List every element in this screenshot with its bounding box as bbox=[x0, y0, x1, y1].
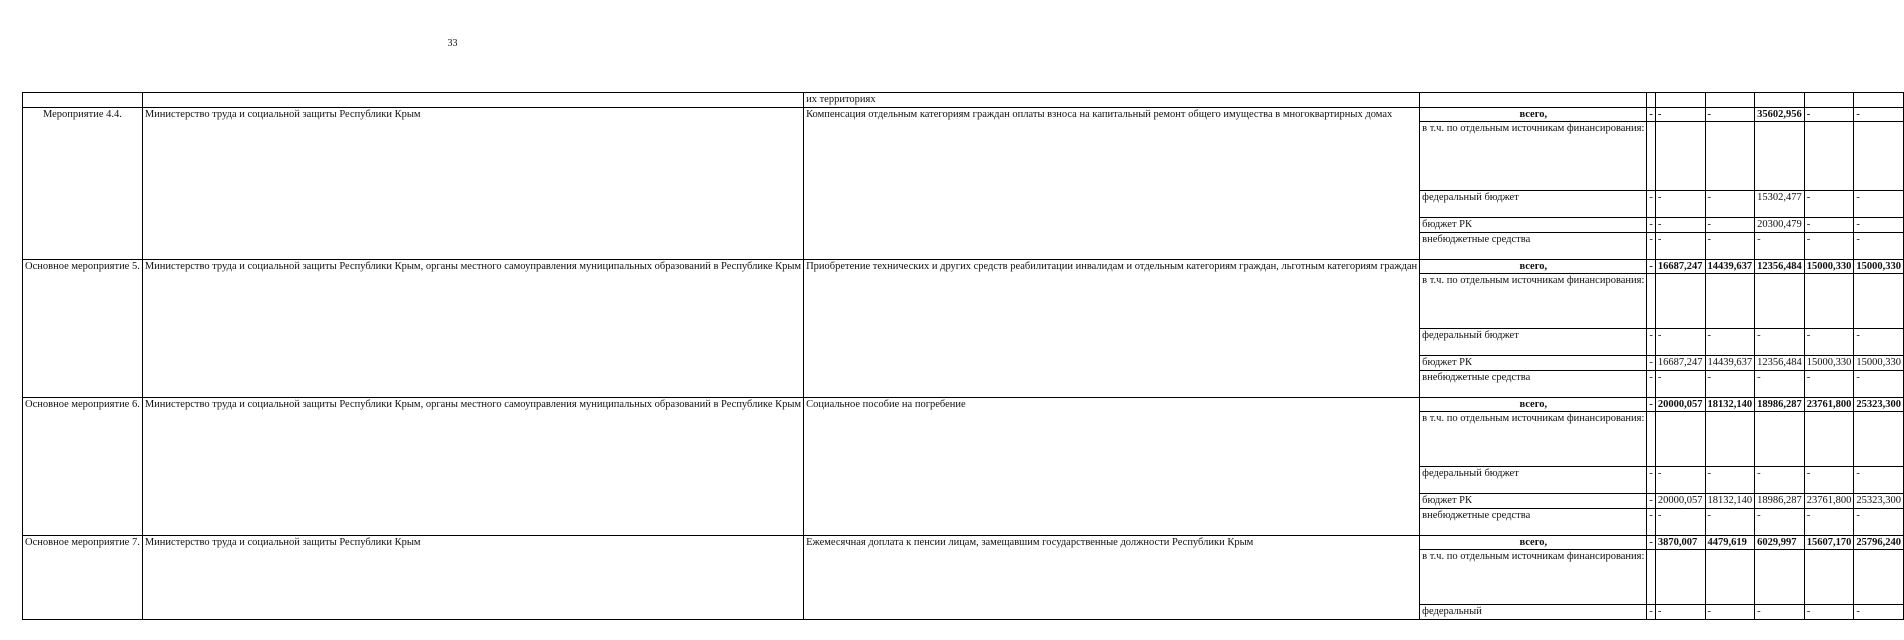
value-cell: - bbox=[1647, 535, 1656, 550]
value-cell bbox=[1705, 122, 1755, 191]
funding-source-cell: в т.ч. по отдельным источникам финансирования: bbox=[1420, 274, 1647, 329]
value-cell: - bbox=[1655, 370, 1705, 397]
value-cell: - bbox=[1804, 329, 1854, 356]
value-cell: - bbox=[1655, 191, 1705, 218]
value-cell: - bbox=[1655, 218, 1705, 233]
value-cell: 12356,484 bbox=[1755, 356, 1805, 371]
value-cell: - bbox=[1854, 107, 1904, 122]
value-cell: 15302,477 bbox=[1755, 191, 1805, 218]
value-cell bbox=[1854, 412, 1904, 467]
value-cell bbox=[1647, 274, 1656, 329]
value-cell bbox=[1647, 93, 1656, 108]
value-cell: - bbox=[1647, 259, 1656, 274]
value-cell: - bbox=[1804, 508, 1854, 535]
value-cell bbox=[1854, 550, 1904, 605]
measure-name-cell: их территориях bbox=[804, 93, 1420, 108]
value-cell: 20000,057 bbox=[1655, 397, 1705, 412]
value-cell bbox=[1755, 412, 1805, 467]
table-row bbox=[23, 259, 1904, 274]
value-cell: 18132,140 bbox=[1705, 494, 1755, 509]
value-cell: - bbox=[1854, 467, 1904, 494]
funding-source-cell: в т.ч. по отдельным источникам финансирования: bbox=[1420, 550, 1647, 605]
event-cell: Мероприятие 4.4. bbox=[23, 107, 143, 259]
funding-source-cell: бюджет РК bbox=[1420, 356, 1647, 371]
value-cell bbox=[1655, 93, 1705, 108]
value-cell: - bbox=[1647, 494, 1656, 509]
value-cell: - bbox=[1647, 467, 1656, 494]
value-cell: - bbox=[1705, 508, 1755, 535]
value-cell: - bbox=[1647, 508, 1656, 535]
value-cell: - bbox=[1804, 232, 1854, 259]
value-cell: 15607,170 bbox=[1804, 535, 1854, 550]
value-cell bbox=[1804, 412, 1854, 467]
value-cell bbox=[1705, 274, 1755, 329]
value-cell: 18132,140 bbox=[1705, 397, 1755, 412]
value-cell bbox=[1647, 122, 1656, 191]
funding-source-cell: всего, bbox=[1420, 397, 1647, 412]
value-cell: - bbox=[1804, 467, 1854, 494]
value-cell: - bbox=[1647, 218, 1656, 233]
funding-source-cell: в т.ч. по отдельным источникам финансирования: bbox=[1420, 412, 1647, 467]
value-cell: - bbox=[1647, 397, 1656, 412]
continuation-row bbox=[23, 93, 1904, 108]
value-cell: 25323,300 bbox=[1854, 397, 1904, 412]
value-cell: 3870,007 bbox=[1655, 535, 1705, 550]
value-cell bbox=[1655, 550, 1705, 605]
event-cell bbox=[23, 93, 143, 108]
value-cell: - bbox=[1854, 329, 1904, 356]
value-cell: 15000,330 bbox=[1804, 259, 1854, 274]
measure-name-cell: Социальное пособие на погребение bbox=[804, 397, 1420, 535]
value-cell bbox=[1647, 550, 1656, 605]
table-row bbox=[23, 397, 1904, 412]
executor-cell: Министерство труда и социальной защиты Республики Крым bbox=[142, 535, 803, 619]
funding-source-cell: всего, bbox=[1420, 535, 1647, 550]
value-cell: - bbox=[1854, 218, 1904, 233]
value-cell: - bbox=[1655, 232, 1705, 259]
value-cell: - bbox=[1705, 107, 1755, 122]
value-cell bbox=[1755, 122, 1805, 191]
event-cell: Основное мероприятие 7. bbox=[23, 535, 143, 619]
value-cell: - bbox=[1705, 232, 1755, 259]
value-cell: 14439,637 bbox=[1705, 356, 1755, 371]
value-cell: - bbox=[1755, 467, 1805, 494]
value-cell bbox=[1655, 412, 1705, 467]
value-cell: 15000,330 bbox=[1804, 356, 1854, 371]
table-row bbox=[23, 535, 1904, 550]
measure-name-cell: Компенсация отдельным категориям граждан оплаты взноса на капитальный ремонт общего имущества в многоквартирных домах bbox=[804, 107, 1420, 259]
value-cell: 4479,619 bbox=[1705, 535, 1755, 550]
value-cell: - bbox=[1705, 467, 1755, 494]
value-cell: 12356,484 bbox=[1755, 259, 1805, 274]
value-cell: 23761,800 bbox=[1804, 494, 1854, 509]
value-cell: 20000,057 bbox=[1655, 494, 1705, 509]
value-cell: - bbox=[1804, 191, 1854, 218]
value-cell: 18986,287 bbox=[1755, 494, 1805, 509]
funding-source-cell: всего, bbox=[1420, 259, 1647, 274]
value-cell bbox=[1705, 550, 1755, 605]
value-cell: - bbox=[1655, 467, 1705, 494]
value-cell: - bbox=[1755, 329, 1805, 356]
executor-cell bbox=[142, 93, 803, 108]
value-cell: - bbox=[1647, 356, 1656, 371]
value-cell: - bbox=[1705, 370, 1755, 397]
value-cell: - bbox=[1655, 605, 1705, 620]
value-cell bbox=[1655, 122, 1705, 191]
value-cell: 15000,330 bbox=[1854, 259, 1904, 274]
value-cell: - bbox=[1854, 605, 1904, 620]
value-cell: 35602,956 bbox=[1755, 107, 1805, 122]
value-cell: - bbox=[1854, 232, 1904, 259]
funding-source-cell: бюджет РК bbox=[1420, 494, 1647, 509]
value-cell bbox=[1804, 122, 1854, 191]
value-cell: - bbox=[1705, 191, 1755, 218]
value-cell bbox=[1647, 412, 1656, 467]
value-cell: - bbox=[1655, 329, 1705, 356]
value-cell bbox=[1854, 93, 1904, 108]
event-cell: Основное мероприятие 6. bbox=[23, 397, 143, 535]
value-cell bbox=[1755, 550, 1805, 605]
funding-source-cell: внебюджетные средства bbox=[1420, 370, 1647, 397]
value-cell: - bbox=[1755, 370, 1805, 397]
event-cell: Основное мероприятие 5. bbox=[23, 259, 143, 397]
page-number: 33 bbox=[447, 38, 458, 49]
value-cell: - bbox=[1655, 107, 1705, 122]
funding-source-cell: в т.ч. по отдельным источникам финансирования: bbox=[1420, 122, 1647, 191]
value-cell: 18986,287 bbox=[1755, 397, 1805, 412]
value-cell bbox=[1854, 274, 1904, 329]
funding-source-cell: бюджет РК bbox=[1420, 218, 1647, 233]
value-cell bbox=[1804, 93, 1854, 108]
funding-source-cell: федеральный бюджет bbox=[1420, 329, 1647, 356]
value-cell: - bbox=[1647, 370, 1656, 397]
value-cell bbox=[1655, 274, 1705, 329]
funding-source-cell: федеральный бюджет bbox=[1420, 191, 1647, 218]
value-cell: 6029,997 bbox=[1755, 535, 1805, 550]
source-cell bbox=[1420, 93, 1647, 108]
value-cell: - bbox=[1647, 232, 1656, 259]
value-cell: - bbox=[1804, 107, 1854, 122]
value-cell: 20300,479 bbox=[1755, 218, 1805, 233]
value-cell: - bbox=[1804, 605, 1854, 620]
value-cell: 14439,637 bbox=[1705, 259, 1755, 274]
value-cell: 23761,800 bbox=[1804, 397, 1854, 412]
value-cell bbox=[1705, 93, 1755, 108]
value-cell: - bbox=[1705, 218, 1755, 233]
value-cell bbox=[1854, 122, 1904, 191]
value-cell: - bbox=[1647, 191, 1656, 218]
value-cell: - bbox=[1755, 232, 1805, 259]
executor-cell: Министерство труда и социальной защиты Республики Крым, органы местного самоуправления муниципальных образований в Республике Крым bbox=[142, 397, 803, 535]
value-cell: - bbox=[1705, 605, 1755, 620]
value-cell: 16687,247 bbox=[1655, 356, 1705, 371]
value-cell: - bbox=[1854, 191, 1904, 218]
value-cell: - bbox=[1705, 329, 1755, 356]
value-cell: - bbox=[1854, 370, 1904, 397]
value-cell: 15000,330 bbox=[1854, 356, 1904, 371]
table-row bbox=[23, 107, 1904, 122]
value-cell: - bbox=[1647, 107, 1656, 122]
value-cell: - bbox=[1804, 370, 1854, 397]
value-cell: - bbox=[1755, 605, 1805, 620]
funding-source-cell: федеральный bbox=[1420, 605, 1647, 620]
value-cell: - bbox=[1647, 605, 1656, 620]
table-body bbox=[23, 93, 1904, 620]
value-cell: 25323,300 bbox=[1854, 494, 1904, 509]
value-cell: 25796,240 bbox=[1854, 535, 1904, 550]
budget-table bbox=[22, 92, 1904, 620]
funding-source-cell: федеральный бюджет bbox=[1420, 467, 1647, 494]
value-cell bbox=[1804, 550, 1854, 605]
value-cell: 16687,247 bbox=[1655, 259, 1705, 274]
funding-source-cell: внебюджетные средства bbox=[1420, 232, 1647, 259]
funding-source-cell: внебюджетные средства bbox=[1420, 508, 1647, 535]
value-cell bbox=[1755, 274, 1805, 329]
value-cell bbox=[1705, 412, 1755, 467]
value-cell bbox=[1804, 274, 1854, 329]
value-cell: - bbox=[1804, 218, 1854, 233]
executor-cell: Министерство труда и социальной защиты Республики Крым, органы местного самоуправления муниципальных образований в Республике Крым bbox=[142, 259, 803, 397]
executor-cell: Министерство труда и социальной защиты Республики Крым bbox=[142, 107, 803, 259]
value-cell: - bbox=[1755, 508, 1805, 535]
value-cell: - bbox=[1647, 329, 1656, 356]
funding-source-cell: всего, bbox=[1420, 107, 1647, 122]
value-cell bbox=[1755, 93, 1805, 108]
measure-name-cell: Приобретение технических и других средств реабилитации инвалидам и отдельным категориям граждан, льготным категориям граждан bbox=[804, 259, 1420, 397]
measure-name-cell: Ежемесячная доплата к пенсии лицам, замещавшим государственные должности Республики Крым bbox=[804, 535, 1420, 619]
value-cell: - bbox=[1854, 508, 1904, 535]
value-cell: - bbox=[1655, 508, 1705, 535]
